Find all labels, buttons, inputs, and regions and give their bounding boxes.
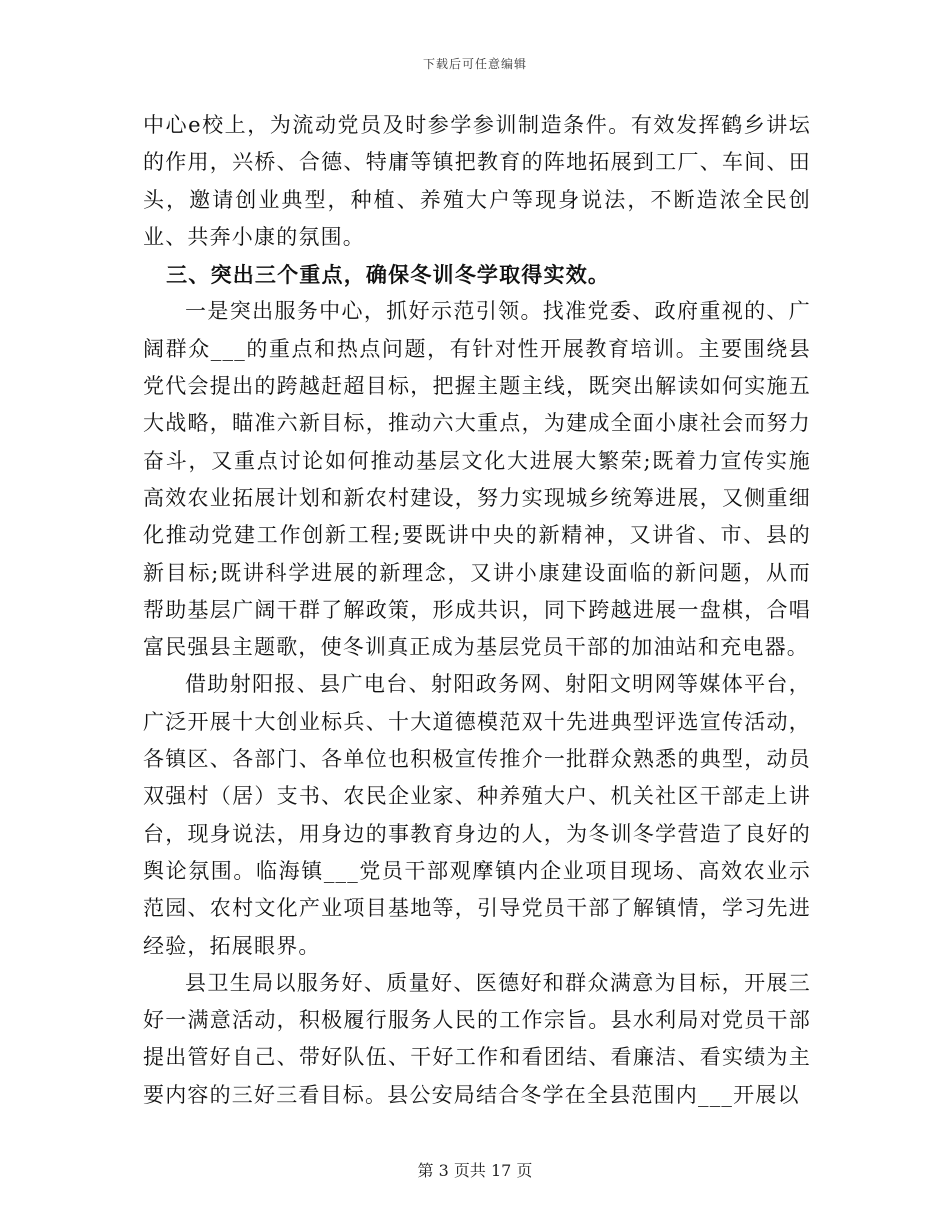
- paragraph-continued: 中心e校上，为流动党员及时参学参训制造条件。有效发挥鹤乡讲坛的作用，兴桥、合德、特庸等镇把教育的阵地拓展到工厂、车间、田头，邀请创业典型，种植、养殖大户等现身说法，不断造浓全民创业、共奔小康的氛围。: [143, 113, 811, 249]
- section-heading: 三、突出三个重点，确保冬训冬学取得实效。: [166, 262, 611, 288]
- page-header: 下载后可任意编辑: [422, 57, 527, 71]
- paragraph-media-platforms: 借助射阳报、县广电台、射阳政务网、射阳文明网等媒体平台，广泛开展十大创业标兵、十大道德模范双十先进典型评选宣传活动，各镇区、各部门、各单位也积极宣传推介一批群众熟悉的典型，动员双强村（居）支书、农民企业家、种养殖大户、机关社区干部走上讲台，现身说法，用身边的事教育身边的人，为冬训冬学营造了良好的舆论氛围。临海镇___党员干部观摩镇内企业项目现场、高效农业示范园、农村文化产业项目基地等，引导党员干部了解镇情，学习先进经验，拓展眼界。: [143, 672, 811, 958]
- page-number: 第 3 页共 17 页: [417, 1161, 533, 1180]
- paragraph-county-bureaus: 县卫生局以服务好、质量好、医德好和群众满意为目标，开展三好一满意活动，积极履行服务人民的工作宗旨。县水利局对党员干部提出管好自己、带好队伍、干好工作和看团结、看廉洁、看实绩为主要内容的三好三看目标。县公安局结合冬学在全县范围内___开展以: [143, 970, 811, 1107]
- paragraph-service-center: 一是突出服务中心，抓好示范引领。找准党委、政府重视的、广阔群众___的重点和热点问题，有针对性开展教育培训。主要围绕县党代会提出的跨越赶超目标，把握主题主线，既突出解读如何实施五大战略，瞄准六新目标，推动六大重点，为建成全面小康社会而努力奋斗，又重点讨论如何推动基层文化大进展大繁荣;既着力宣传实施高效农业拓展计划和新农村建设，努力实现城乡统筹进展，又侧重细化推动党建工作创新工程;要既讲中央的新精神，又讲省、市、县的新目标;既讲科学进展的新理念，又讲小康建设面临的新问题，从而帮助基层广阔干群了解政策，形成共识，同下跨越进展一盘棋，合唱富民强县主题歌，使冬训真正成为基层党员干部的加油站和充电器。: [143, 299, 811, 660]
- document-body: [143, 107, 811, 1114]
